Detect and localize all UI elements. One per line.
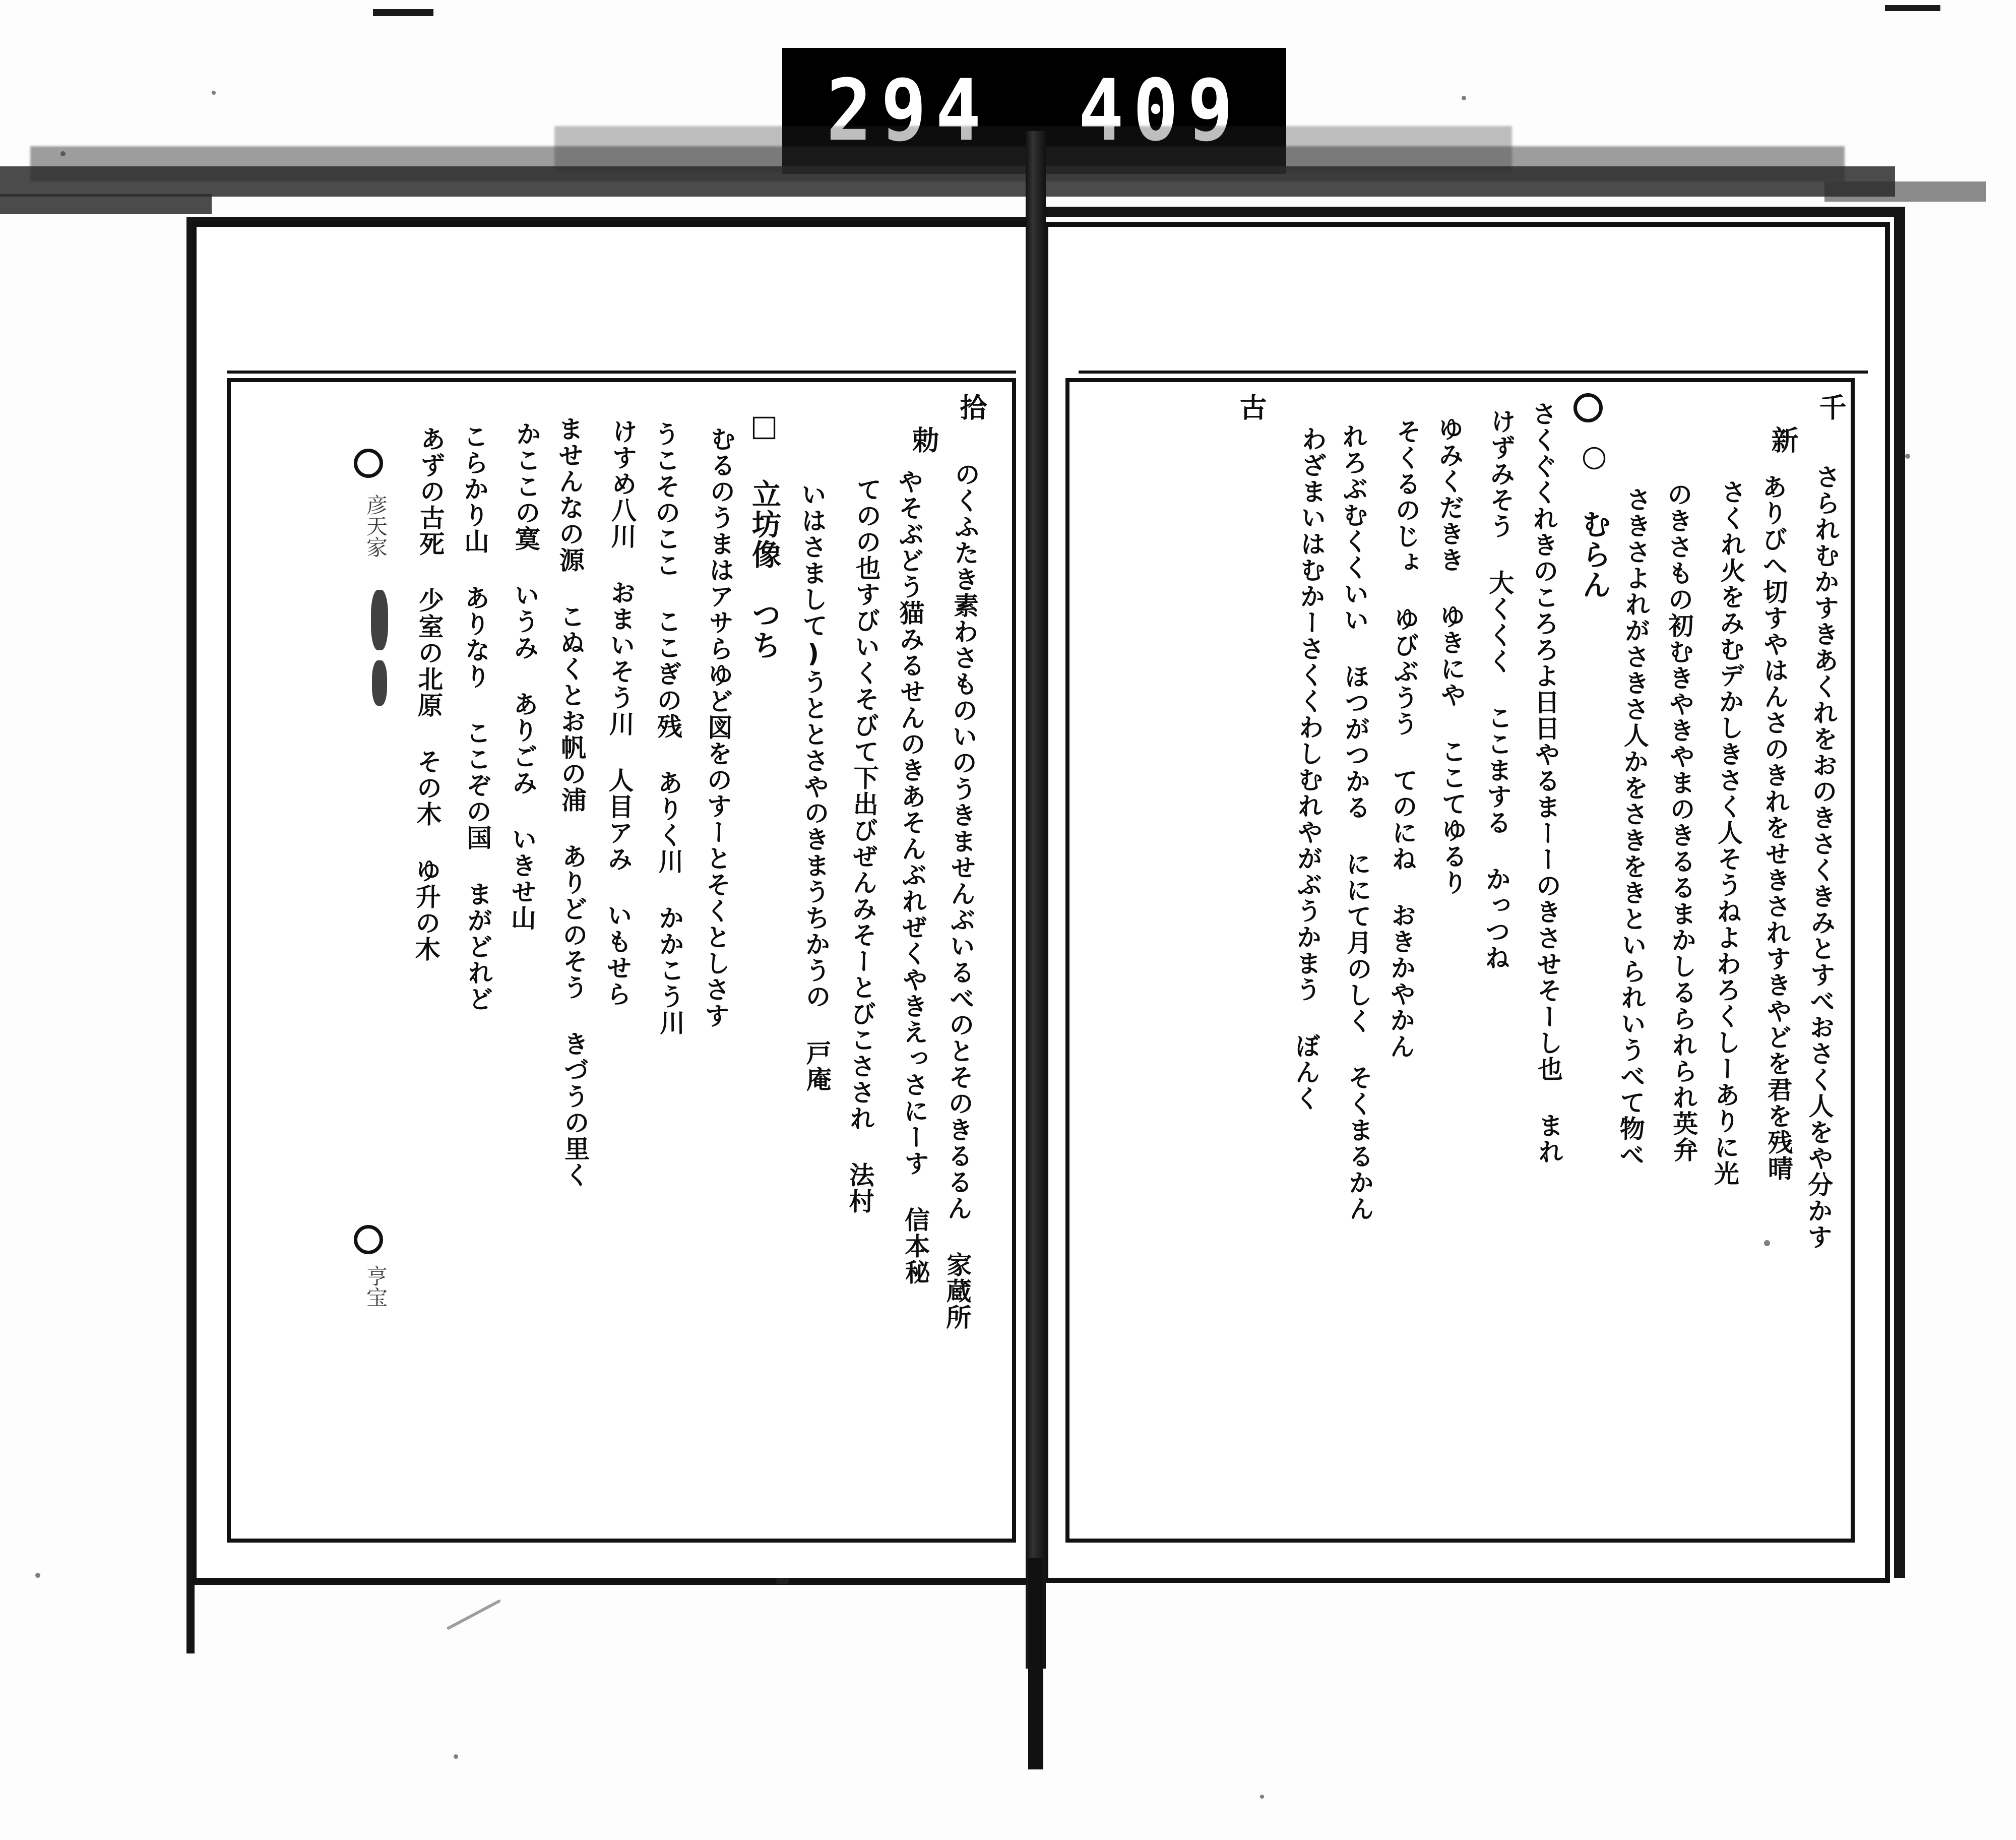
text-column-8: けずみそう 大くくく ここまする かっつね xyxy=(1481,408,1516,971)
text-column-9: ませんなの源 こぬくとお帆の浦 ありどのそう きづうの里く xyxy=(554,415,590,1189)
text-column-5: さきさよれがさきさ人かをさきをきといられいうべて物べ xyxy=(1615,486,1652,1169)
left-leaf-columns xyxy=(197,227,1033,1578)
text-column-7: うこそのここ ここぎの残 ありく川 かかこう川 xyxy=(650,420,685,1036)
margin-seal-top: 彦天家 xyxy=(363,494,388,558)
dust-speck xyxy=(35,1573,40,1578)
page-mark xyxy=(776,1578,789,1584)
top-edge-bar xyxy=(0,194,212,214)
book-spread xyxy=(192,222,1880,1633)
text-column-1: さられむかすきあくれをおのきさくきみとすべおさく人をや分かす xyxy=(1803,463,1841,1251)
right-leaf-columns xyxy=(1048,227,1885,1578)
top-edge-bar-right xyxy=(1824,181,1986,202)
text-column-10: そくるのじょ ゆびぶうう てのにね おきかやかん xyxy=(1385,418,1422,1060)
dust-speck xyxy=(60,151,66,156)
counter-right-number: 409 xyxy=(1078,62,1242,160)
dust-speck xyxy=(212,91,216,95)
anthology-header-shu: 拾 xyxy=(956,393,987,421)
text-column-3: さくれ火をみむデかしきさく人そうねよわろくしーありに光 xyxy=(1710,478,1747,1187)
dust-speck xyxy=(1764,1240,1770,1246)
cover-edge-top-right xyxy=(1043,207,1900,217)
ink-blotch-2 xyxy=(372,660,387,706)
text-column-1: のくふたき素わさものいのうきませんぶいるべのとそのきるるん 家蔵所 xyxy=(941,461,981,1331)
dust-speck xyxy=(454,1754,458,1759)
registration-tick-right xyxy=(1885,5,1940,11)
text-column-4: いはさまして)うととさやのきまうちかうの 戸庵 xyxy=(797,481,832,1093)
dust-speck xyxy=(1462,96,1466,100)
text-column-6: むるのうまはアサらゆど図をのすーとそくとしさす xyxy=(700,425,736,1029)
book-spine-tail xyxy=(1028,1558,1043,1769)
dust-speck xyxy=(1905,454,1910,459)
text-column-8: けすめ八川 おまいそう川 人目アみ いもせら xyxy=(602,418,638,1008)
text-column-4: のきさもの初むきやきやまのきるるまかしるられられ英弁 xyxy=(1663,481,1698,1163)
section-marker-circle-bottom xyxy=(354,1225,383,1254)
dust-speck xyxy=(1260,1795,1264,1799)
book-spine xyxy=(1026,131,1046,1669)
text-column-11: こらかり山 ありなり ここぞの国 まがどれど xyxy=(459,423,494,1013)
registration-tick-left xyxy=(373,9,433,16)
text-column-7: さくぐくれきのころろよ日日やるまーーのきさせそーし也 まれ xyxy=(1528,400,1564,1166)
anthology-header-ko: 古 xyxy=(1235,393,1267,421)
text-column-12: あずの古死 少室の北原 その木 ゆ升の木 xyxy=(411,425,446,963)
counter-left-number: 294 xyxy=(826,62,990,160)
ink-blotch-1 xyxy=(371,590,388,650)
text-column-9: ゆみくだきき ゆきにや ここてゆるり xyxy=(1434,415,1468,896)
text-column-12: わざまいはむかーさくくわしむれやがぶうかまう ぼんく xyxy=(1290,425,1328,1112)
anthology-header-sen: 千 xyxy=(1815,393,1847,421)
text-column-2: ありびへ切すやはんさのきれをせきされすきやどを君を残晴 xyxy=(1757,473,1794,1182)
cover-edge-right xyxy=(1894,207,1905,1578)
margin-seal-bottom: 亨宝 xyxy=(363,1265,388,1308)
text-column-2: やそぶどう猫みるせんのきあそんぶれぜくやきえっさにーす 信本秘 xyxy=(894,468,931,1286)
anthology-header-shin: 新 xyxy=(1767,426,1799,454)
text-column-3: てのの也すびいくそびて下出びぜんみそーとびこさされ 法村 xyxy=(845,476,882,1215)
text-column-10: かここの寞 いうみ ありごみ いきせ山 xyxy=(507,420,542,932)
text-column-heading-tachisaka: □ 立坊像 つち xyxy=(747,408,781,660)
section-marker-circle-top xyxy=(354,449,383,478)
left-leaf xyxy=(192,222,1038,1583)
text-column-6: ○ むらん xyxy=(1577,439,1611,600)
anthology-header-choku: 勅 xyxy=(908,426,939,454)
right-leaf xyxy=(1043,222,1890,1583)
section-marker-circle xyxy=(1573,393,1603,422)
text-column-11: れろぶむくくいい ほつがつかる ににて月のしく そくまるかん xyxy=(1338,423,1374,1222)
